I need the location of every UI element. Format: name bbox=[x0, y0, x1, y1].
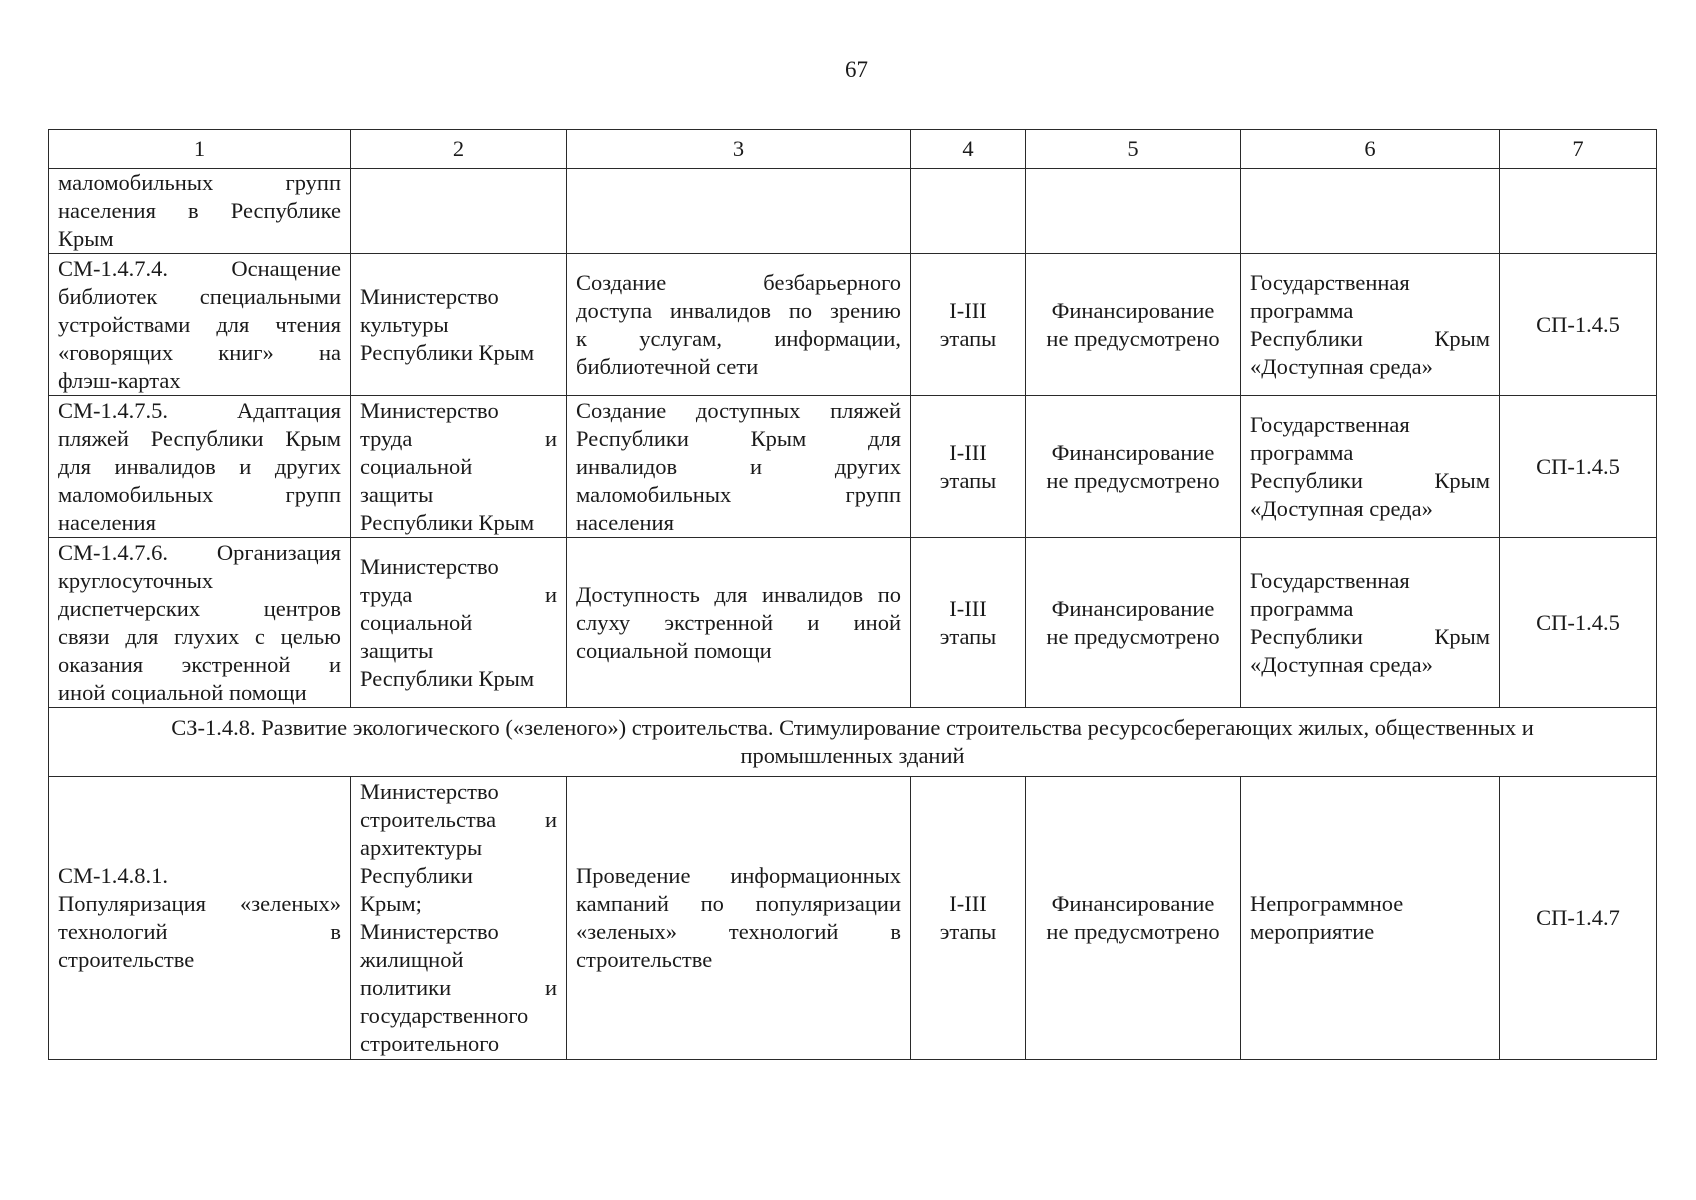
stage-cell: I-III этапы bbox=[911, 777, 1026, 1060]
code-cell: СП-1.4.5 bbox=[1500, 538, 1657, 708]
funding-cell: Финансирование не предусмотрено bbox=[1026, 777, 1241, 1060]
measure-cell: СМ-1.4.7.5. Адаптация пляжей Республики Крым для инвалидов и других маломобильных групп населения bbox=[49, 396, 351, 538]
result-cell: Проведение информационных кампаний по популяризации «зеленых» технологий в строительстве bbox=[567, 777, 911, 1060]
header-cell: 3 bbox=[567, 130, 911, 169]
executor-cell: Министерство строительства и архитектуры Республики Крым; Министерство жилищной политики и государственного строительного bbox=[351, 777, 567, 1060]
program-cell: Государственная программа Республики Крым «Доступная среда» bbox=[1241, 254, 1500, 396]
header-cell: 6 bbox=[1241, 130, 1500, 169]
header-cell: 5 bbox=[1026, 130, 1241, 169]
executor-cell: Министерство культуры Республики Крым bbox=[351, 254, 567, 396]
stage-cell: I-III этапы bbox=[911, 396, 1026, 538]
header-cell: 2 bbox=[351, 130, 567, 169]
measure-cell: СМ-1.4.7.6. Организация круглосуточных диспетчерских центров связи для глухих с целью оказания экстренной и иной социальной помощи bbox=[49, 538, 351, 708]
stage-cell bbox=[911, 169, 1026, 254]
program-cell: Непрограммное мероприятие bbox=[1241, 777, 1500, 1060]
table-row bbox=[49, 777, 1657, 1060]
page-number: 67 bbox=[845, 57, 868, 82]
executor-cell: Министерство труда и социальной защиты Республики Крым bbox=[351, 396, 567, 538]
code-cell: СП-1.4.5 bbox=[1500, 396, 1657, 538]
section-heading-row bbox=[49, 708, 1657, 777]
result-cell bbox=[567, 169, 911, 254]
result-cell: Доступность для инвалидов по слуху экстренной и иной социальной помощи bbox=[567, 538, 911, 708]
header-cell: 7 bbox=[1500, 130, 1657, 169]
program-cell: Государственная программа Республики Крым «Доступная среда» bbox=[1241, 396, 1500, 538]
stage-cell: I-III этапы bbox=[911, 538, 1026, 708]
stage-cell: I-III этапы bbox=[911, 254, 1026, 396]
funding-cell bbox=[1026, 169, 1241, 254]
funding-cell: Финансирование не предусмотрено bbox=[1026, 254, 1241, 396]
measures-table bbox=[48, 129, 1657, 1060]
funding-cell: Финансирование не предусмотрено bbox=[1026, 396, 1241, 538]
result-cell: Создание безбарьерного доступа инвалидов по зрению к услугам, информации, библиотечной сети bbox=[567, 254, 911, 396]
measure-cell: СМ-1.4.8.1. Популяризация «зеленых» технологий в строительстве bbox=[49, 777, 351, 1060]
header-cell: 1 bbox=[49, 130, 351, 169]
measure-cell: маломобильных групп населения в Республике Крым bbox=[49, 169, 351, 254]
executor-cell: Министерство труда и социальной защиты Республики Крым bbox=[351, 538, 567, 708]
result-cell: Создание доступных пляжей Республики Крым для инвалидов и других маломобильных групп населения bbox=[567, 396, 911, 538]
table-row bbox=[49, 169, 1657, 254]
code-cell: СП-1.4.5 bbox=[1500, 254, 1657, 396]
code-cell bbox=[1500, 169, 1657, 254]
code-cell: СП-1.4.7 bbox=[1500, 777, 1657, 1060]
executor-cell bbox=[351, 169, 567, 254]
section-heading: СЗ-1.4.8. Развитие экологического («зеленого») строительства. Стимулирование строительства ресурсосберегающих жилых, общественных и промышленных зданий bbox=[49, 708, 1657, 777]
funding-cell: Финансирование не предусмотрено bbox=[1026, 538, 1241, 708]
measure-cell: СМ-1.4.7.4. Оснащение библиотек специальными устройствами для чтения «говорящих книг» на флэш-картах bbox=[49, 254, 351, 396]
program-cell: Государственная программа Республики Крым «Доступная среда» bbox=[1241, 538, 1500, 708]
table-row bbox=[49, 396, 1657, 538]
table-row bbox=[49, 538, 1657, 708]
table-row bbox=[49, 254, 1657, 396]
program-cell bbox=[1241, 169, 1500, 254]
header-cell: 4 bbox=[911, 130, 1026, 169]
table-header-row bbox=[49, 130, 1657, 169]
